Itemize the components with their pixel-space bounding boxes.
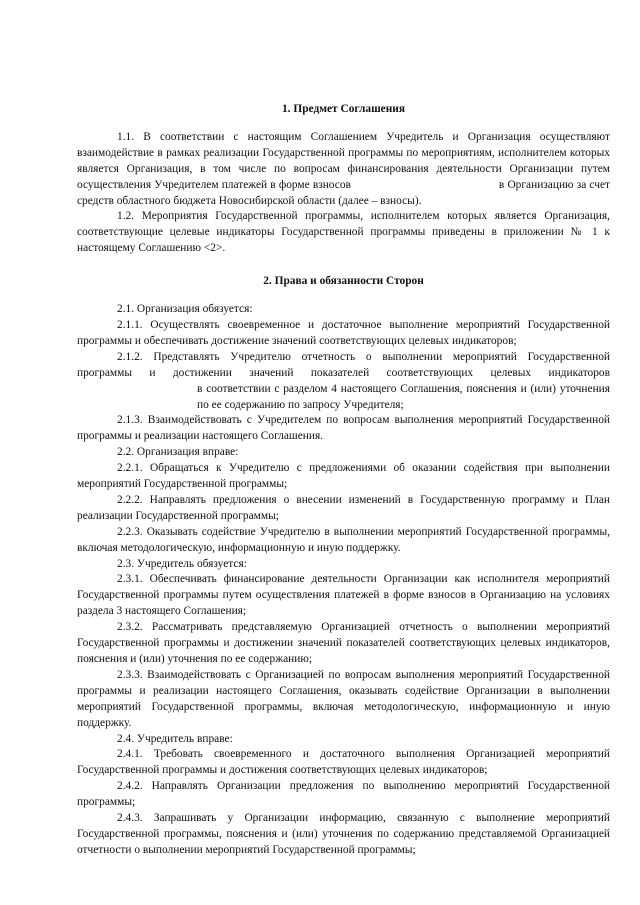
paragraph-2-4: 2.4. Учредитель вправе: — [117, 732, 233, 745]
paragraph-2-1: 2.1. Организация обязуется: — [117, 303, 253, 316]
paragraph-2-1-2-part-c: по ее содержанию по запросу Учредителя; — [197, 398, 404, 411]
paragraph-2-2-2: 2.2.2. Направлять предложения о внесении изменений в Государственную программу и План реализации Государственной программы; — [77, 493, 610, 522]
paragraph-2-3-2: 2.3.2. Рассматривать представляемую Организацией отчетность о выполнении мероприятий Государственной программы и достижении значений показателей соответствующих целевых индикаторов, пояснения и (или) уточнения по ее содержанию; — [77, 621, 610, 665]
paragraph-2-2: 2.2. Организация вправе: — [117, 446, 239, 459]
paragraph-2-3-1: 2.3.1. Обеспечивать финансирование деятельности Организации как исполнителя мероприятий Государственной программы путем осуществления платежей в форме взносов в Организацию на условиях раздела 3 настоящего Соглашения; — [77, 573, 610, 618]
paragraph-1-1 — [77, 130, 610, 210]
paragraph-2-2-3: 2.2.3. Оказывать содействие Учредителю в выполнении мероприятий Государственной программы, включая методологическую, информационную и иную поддержку. — [77, 525, 610, 554]
paragraph-2-1-3: 2.1.3. Взаимодействовать с Учредителем по вопросам выполнения мероприятий Государственной программы и реализации настоящего Соглашения. — [77, 414, 610, 443]
paragraph-2-1-2-part-a: 2.1.2. Представлять Учредителю отчетность о выполнении мероприятий Государственной программы и достижении значений показателей соответствующих целевых индикаторов — [77, 350, 610, 379]
paragraph-2-4-1: 2.4.1. Требовать своевременного и достаточного выполнения Организацией мероприятий Государственной программы и достижения соответствующих целевых индикаторов; — [77, 748, 610, 777]
section-1-title: 1. Предмет Соглашения — [281, 103, 406, 115]
paragraph-2-2-1: 2.2.1. Обращаться к Учредителю с предложениями об оказании содействия при выполнении мероприятий Государственной программы; — [77, 462, 610, 491]
section-2-title: 2. Права и обязанности Сторон — [263, 275, 424, 288]
paragraph-2-4-3: 2.4.3. Запрашивать у Организации информацию, связанную с выполнение мероприятий Государственной программы, пояснения и (или) уточнения по содержанию представляемой Организацией отчетности о выполнении мероприятий Государственной программы; — [77, 812, 610, 856]
paragraph-2-3: 2.3. Учредитель обязуется: — [117, 557, 247, 570]
paragraph-1-2: 1.2. Мероприятия Государственной программы, исполнителем которых является Организация, соответствующие целевые индикаторы Государственной программы приведены в приложении № 1 к настоящему Соглашению <2>. — [77, 210, 610, 255]
paragraph-2-4-2: 2.4.2. Направлять Организации предложения по выполнению мероприятий Государственной программы; — [77, 780, 610, 809]
paragraph-2-3-3: 2.3.3. Взаимодействовать с Организацией по вопросам выполнения мероприятий Государственной программы и реализации настоящего Соглашения, оказывать содействие Организации в выполнении мероприятий Государственной программы, включая методологическую, информационную и иную поддержку. — [77, 668, 610, 729]
paragraph-2-1-1: 2.1.1. Осуществлять своевременное и достаточное выполнение мероприятий Государственной программы и обеспечивать достижение значений соответствующих целевых индикаторов; — [77, 318, 610, 347]
paragraph-1-1-part-b: в Организацию за счет средств областного бюджета Новосибирской области (далее – взносы). — [77, 178, 610, 207]
document-page — [77, 102, 610, 859]
paragraph-1-1-part-a: 1.1. В соответствии с настоящим Соглашением Учредитель и Организация осуществляют взаимодействие в рамках реализации Государственной программы по мероприятиям, исполнителем которых является Организация, в том числе по вопросам финансирования деятельности Организации путем осуществления Учредителем платежей в форме взносов — [77, 130, 610, 191]
paragraph-2-1-2 — [77, 350, 610, 414]
paragraph-2-1-2-part-b: в соответствии с разделом 4 настоящего Соглашения, пояснения и (или) уточнения — [197, 382, 610, 395]
